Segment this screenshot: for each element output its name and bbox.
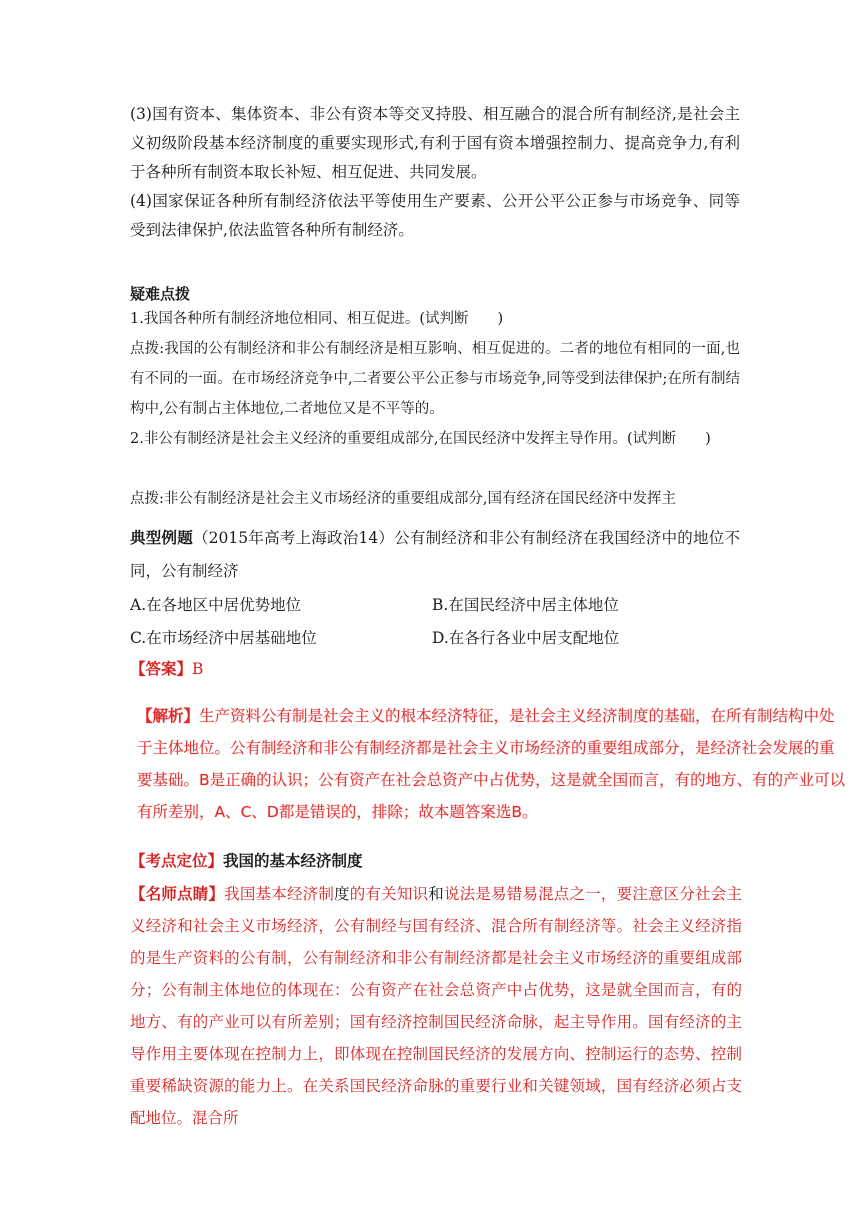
- option-b: B.在国民经济中居主体地位: [432, 596, 619, 614]
- analysis-label: 【解析】: [137, 707, 200, 725]
- analysis-text: 生产资料公有制是社会主义的根本经济特征，是社会主义经济制度的基础，在所有制结构中处于主体地位。公有制经济和非公有制经济都是社会主义市场经济的重要组成部分，是经济社会发展的重要基础。B是正确的认识；公有资产在社会总资产中占优势，这是就全国而言，有的地方、有的产业可以有所差别，A、C、D都是错误的，排除；故本题答案选B。: [137, 707, 846, 821]
- example-stem: （2015年高考上海政治14）公有制经济和非公有制经济在我国经济中的地位不同，公有制经济: [130, 529, 740, 580]
- option-c: C.在市场经济中居基础地位: [130, 629, 317, 647]
- paragraph-point-3: (3)国有资本、集体资本、非公有资本等交叉持股、相互融合的混合所有制经济,是社会主义初级阶段基本经济制度的重要实现形式,有利于国有资本增强控制力、提高竞争力,有利于各种所有制资本取长补短、相互促进、共同发展。: [130, 105, 740, 181]
- section-heading-difficulty: 疑难点拨: [130, 285, 191, 303]
- answer-label: 【答案】: [130, 659, 193, 678]
- teacher-text-part-3: 的有关知识: [349, 885, 429, 903]
- teacher-text-part-5: 说法是易错易混点之一，要注意区分社会主义经济和社会主义市场经济，公有制经与国有经济、混合所有制经济等。社会主义经济指的是生产资料的公有制，公有制经济和非公有制经济都是社会主义市场经济的重要组成部分；公有制主体地位的体现在：公有资产在社会总资产中占优势，这是就全国而言，有的地方、有的产业可以有所差别；国有经济控制国民经济命脉，起主导作用。国有经济的主导作用主要体现在控制力上，即体现在控制国民经济的发展方向、控制运行的态势、控制重要稀缺资源的能力上。在关系国民经济命脉的重要行业和关键领域，国有经济必须占支配地位。混合所: [130, 885, 742, 1127]
- difficulty-answer-2: 点拨:非公有制经济是社会主义市场经济的重要组成部分,国有经济在国民经济中发挥主: [130, 491, 676, 507]
- example-question: [130, 521, 740, 588]
- difficulty-answer-1: 点拨:我国的公有制经济和非公有制经济是相互影响、相互促进的。二者的地位有相同的一面,也有不同的一面。在市场经济竞争中,二者要公平公正参与市场竞争,同等受到法律保护;在所有制结构中,公有制占主体地位,二者地位又是不平等的。: [130, 341, 740, 417]
- teacher-text-part-4: 和: [428, 885, 444, 903]
- answer-value: B: [192, 660, 204, 678]
- difficulty-question-2: 2.非公有制经济是社会主义经济的重要组成部分,在国民经济中发挥主导作用。(试判断 ): [130, 431, 711, 447]
- paragraph-point-4: (4)国家保证各种所有制经济依法平等使用生产要素、公开公平公正参与市场竞争、同等受到法律保护,依法监管各种所有制经济。: [130, 192, 740, 239]
- teacher-text-part-1: 我国基本经济制: [224, 885, 335, 903]
- teacher-tip-block: [130, 878, 742, 1134]
- analysis-block: [137, 700, 847, 828]
- point-text: 我国的基本经济制度: [223, 851, 363, 870]
- option-a: A.在各地区中居优势地位: [130, 596, 302, 614]
- point-label: 【考点定位】: [130, 851, 224, 870]
- option-d: D.在各行各业中居支配地位: [432, 629, 620, 647]
- example-label: 典型例题: [130, 528, 193, 547]
- difficulty-question-1: 1.我国各种所有制经济地位相同、相互促进。(试判断 ): [130, 311, 504, 327]
- teacher-label: 【名师点睛】: [130, 884, 225, 903]
- teacher-text-part-2: 度: [334, 885, 350, 903]
- answer-line: [130, 654, 740, 684]
- point-line: [130, 846, 740, 876]
